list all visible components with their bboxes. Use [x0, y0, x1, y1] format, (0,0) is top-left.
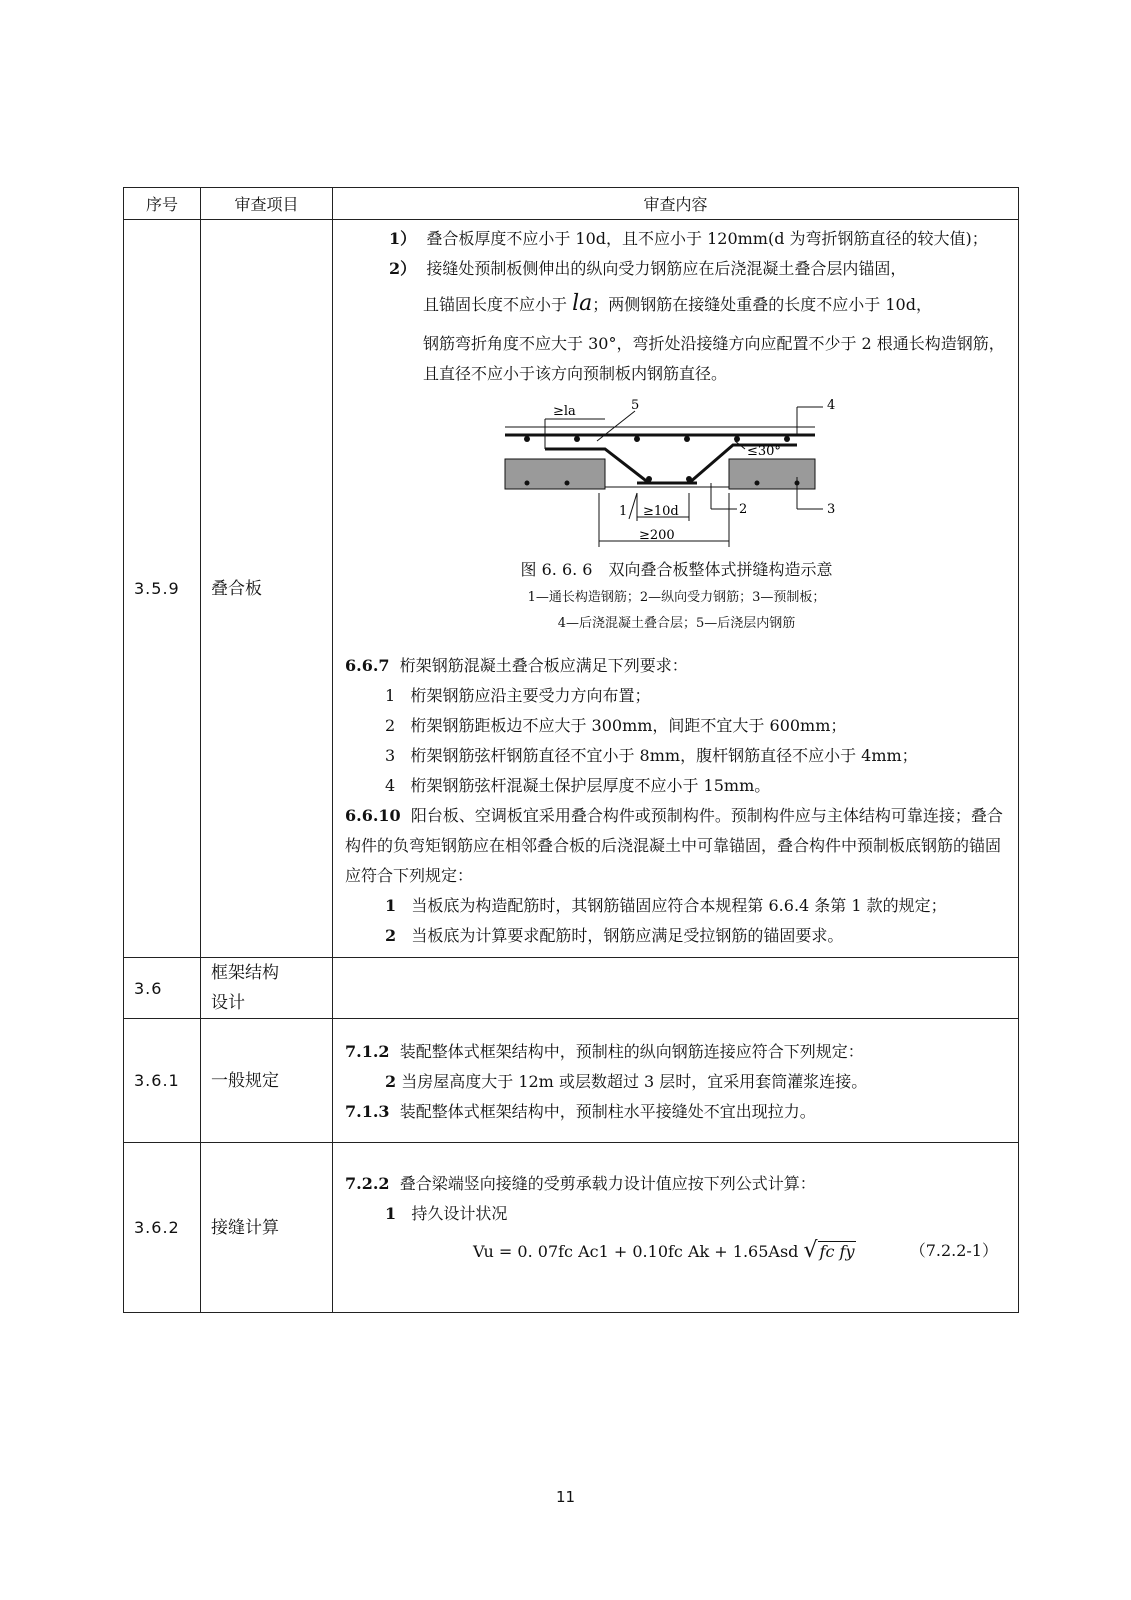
clause-2-cont2: 钢筋弯折角度不应大于 30°，弯折处沿接缝方向应配置不少于 2 根通长构造钢筋，且直径不应小于该方向预制板内钢筋直径。: [423, 334, 1005, 383]
header-item: 审查项目: [201, 188, 333, 220]
row-seq: 3.6: [124, 958, 201, 1019]
label-30deg: ≤30°: [746, 444, 781, 459]
clause-2: 2） 接缝处预制板侧伸出的纵向受力钢筋应在后浇混凝土叠合层内锚固，: [389, 259, 907, 278]
row-seq: 3.6.2: [124, 1143, 201, 1313]
joint-diagram: [497, 397, 857, 553]
row-content-empty: [333, 958, 1019, 1019]
list-item: 4 桁架钢筋弦杆混凝土保护层厚度不应小于 15mm。: [385, 776, 771, 795]
section-7-1-2: 7.1.2 装配整体式框架结构中，预制柱的纵向钢筋连接应符合下列规定：: [345, 1041, 864, 1061]
table-row: [124, 1143, 1019, 1313]
precast-slab-left: [505, 459, 605, 489]
figure-legend-2: 4—后浇混凝土叠合层；5—后浇层内钢筋: [557, 616, 796, 631]
row-item: 一般规定: [201, 1019, 333, 1143]
list-item: 1 当板底为构造配筋时，其钢筋锚固应符合本规程第 6.6.4 条第 1 款的规定；: [385, 896, 947, 915]
row-content: [333, 1019, 1019, 1143]
row-seq: 3.5.9: [124, 220, 201, 958]
clause-1: 1） 叠合板厚度不应小于 10d，且不应小于 120mm(d 为弯折钢筋直径的较大值)；: [389, 229, 988, 248]
formula-7-2-2-1: Vu = 0. 07fc Ac1 + 0.10fc Ak + 1.65Asd √ fc fy （7.2.2-1）: [345, 1233, 1008, 1270]
list-item: 1 桁架钢筋应沿主要受力方向布置；: [385, 686, 651, 705]
row-item: 接缝计算: [201, 1143, 333, 1313]
figure-caption: 图 6. 6. 6 双向叠合板整体式拼缝构造示意: [520, 560, 833, 579]
row-content: [333, 1143, 1019, 1313]
table-row: [124, 220, 1019, 958]
list-item: 3 桁架钢筋弦杆钢筋直径不宜小于 8mm，腹杆钢筋直径不应小于 4mm；: [385, 746, 918, 765]
label-2: 2: [738, 502, 747, 517]
section-6-6-10: 6.6.10 阳台板、空调板宜采用叠合构件或预制构件。预制构件应与主体结构可靠连接；叠合构件的负弯矩钢筋应在相邻叠合板的后浇混凝土中可靠锚固，叠合构件中预制板底钢筋的锚固应符合下列规定：: [345, 806, 1003, 885]
figure-legend-1: 1—通长构造钢筋；2—纵向受力钢筋；3—预制板；: [527, 590, 826, 605]
table-row: [124, 958, 1019, 1019]
page-number: 11: [555, 1488, 576, 1506]
label-4: 4: [826, 398, 835, 413]
label-1: 1: [618, 504, 627, 519]
clause-2-cont: 且锚固长度不应小于 la；两侧钢筋在接缝处重叠的长度不应小于 10d，: [423, 291, 932, 316]
row-item: 叠合板: [201, 220, 333, 958]
row-seq: 3.6.1: [124, 1019, 201, 1143]
list-item: 1 持久设计状况: [385, 1204, 508, 1223]
header-seq: 序号: [124, 188, 201, 220]
label-5: 5: [630, 398, 639, 413]
joint-detail-figure: [345, 397, 1008, 553]
table-header-row: [124, 188, 1019, 220]
label-3: 3: [826, 502, 835, 517]
row-content: [333, 220, 1019, 958]
list-item: 2 桁架钢筋距板边不应大于 300mm，间距不宜大于 600mm；: [385, 716, 847, 735]
precast-slab-right: [729, 459, 815, 489]
section-7-1-3: 7.1.3 装配整体式框架结构中，预制柱水平接缝处不宜出现拉力。: [345, 1101, 816, 1121]
table-row: [124, 1019, 1019, 1143]
formula-number: （7.2.2-1）: [909, 1241, 998, 1260]
list-item: 2 当房屋高度大于 12m 或层数超过 3 层时，宜采用套筒灌浆连接。: [385, 1071, 868, 1091]
label-200: ≥200: [638, 528, 675, 543]
row-item: 框架结构 设计: [201, 958, 333, 1019]
section-6-6-7: 6.6.7 桁架钢筋混凝土叠合板应满足下列要求：: [345, 656, 688, 675]
label-la: ≥la: [552, 404, 576, 419]
header-content: 审查内容: [333, 188, 1019, 220]
section-7-2-2: 7.2.2 叠合梁端竖向接缝的受剪承载力设计值应按下列公式计算：: [345, 1174, 816, 1193]
review-table: [123, 187, 1019, 1313]
list-item: 2 当板底为计算要求配筋时，钢筋应满足受拉钢筋的锚固要求。: [385, 926, 844, 945]
label-10d: ≥10d: [642, 504, 679, 519]
